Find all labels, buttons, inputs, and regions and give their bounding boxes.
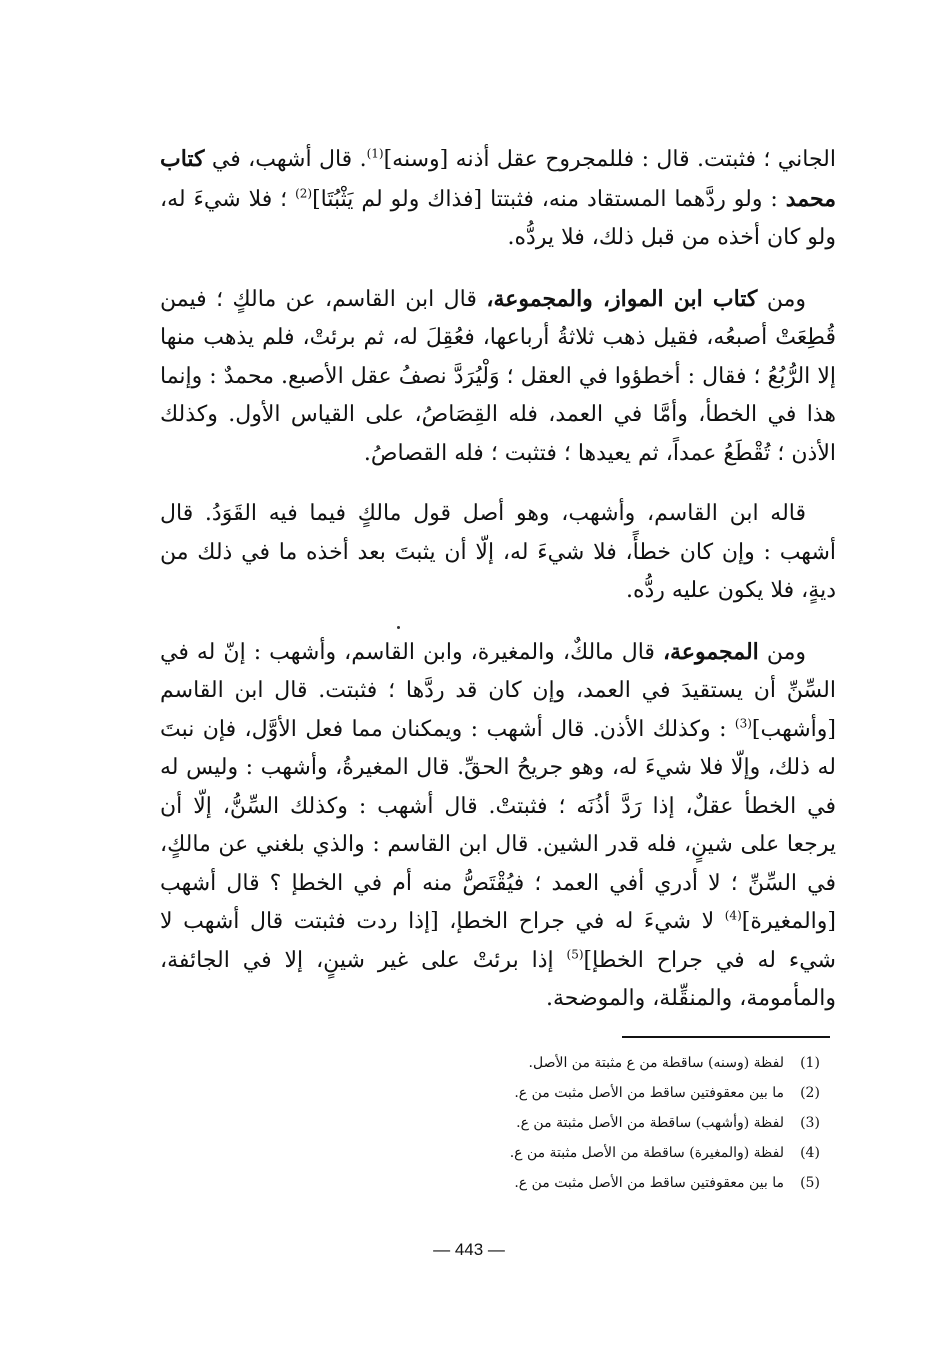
footnote bbox=[360, 1108, 836, 1138]
footnote-number: (4) bbox=[800, 1145, 820, 1161]
footnote-text: ما بين معقوفتين ساقط من الأصل مثبت من ع. bbox=[514, 1175, 784, 1191]
page-number: — 443 — bbox=[433, 1240, 505, 1259]
text-run: ؛ فلا شيءَ له، ولو كان أخذه من قبل ذلك، فلا يردُّه. bbox=[160, 186, 836, 250]
footnote-text: لفظة (وأشهب) ساقطة من الأصل مثبتة من ع. bbox=[516, 1115, 784, 1131]
ink-dot bbox=[397, 626, 400, 629]
text-run: ومن bbox=[757, 286, 806, 312]
footnote bbox=[360, 1168, 836, 1198]
footnote-number: (5) bbox=[800, 1175, 820, 1191]
footnote-number: (3) bbox=[800, 1115, 820, 1131]
paragraph bbox=[160, 280, 836, 474]
footnote-text: ما بين معقوفتين ساقط من الأصل مثبت من ع. bbox=[514, 1085, 784, 1101]
footnote-number: (2) bbox=[800, 1085, 820, 1101]
paragraph bbox=[160, 633, 836, 1019]
main-text bbox=[160, 140, 836, 1041]
text-run: قال ابن القاسم، عن مالكٍ ؛ فيمن قُطِعَتْ أصبعُه، فقيل ذهب ثلاثةُ أرباعها، فعُقِلَ له، ثم برئتْ، فلم يذهب منها إلا الرُّبُعُ ؛ فقال : أخطؤوا في العقل ؛ وَلْيُرَدَّ نصفُ عقل الأصبع. محمدٌ : وإنما هذا في الخطأ، وأمَّا في العمد، فله القِصَاصُ، على القياس الأول. وكذلك الأذن ؛ تُقْطَعُ عمداً، ثم يعيدها ؛ فتثبت ؛ فله القصاصُ. bbox=[160, 286, 836, 466]
footnote-number: (1) bbox=[800, 1055, 820, 1071]
text-run: لا شيءَ له في جراح الخطإ، [إذا ردت فثبتت قال أشهب لا شيء له في جراح الخطإ] bbox=[160, 909, 836, 973]
footnote-reference: (2) bbox=[295, 186, 313, 201]
source-title: المجموعة، bbox=[662, 638, 759, 665]
text-run: قاله ابن القاسم، وأشهب، وهو أصل قول مالكٍ فيما فيه القَوَدُ. قال أشهب : وإن كان خطأً، فلا شيءَ له، إلّا أن يثبتَ بعد أخذه ما في ذلك من ديةٍ، فلا يكون عليه ردُّه. bbox=[160, 501, 836, 603]
footnote-reference: (4) bbox=[724, 908, 742, 923]
text-run: قال مالكٌ، والمغيرة، وابن القاسم، وأشهب : إنّ له في السِّنِّ أن يستقيدَ في العمد، وإن كان قد ردَّها ؛ فثبتت. قال ابن القاسم [وأشهب] bbox=[160, 639, 836, 742]
text-run: : وكذلك الأذن. قال أشهب : ويمكنان مما فعل الأوَّل، فإن نبتَ له ذلك، وإلّا فلا شيءَ له، وهو جريحُ الحقِّ. قال المغيرةُ، وأشهب : وليس له في الخطأ عقلٌ، إذا رَدَّ أذُنَه ؛ فثبتتْ. قال أشهب : وكذلك السِّنُّ، إلّا أن يرجعا على شينٍ، فله قدر الشين. قال ابن القاسم : والذي بلغني عن مالكٍ، في السِّنِّ ؛ لا أدري أفي العمد ؛ فيُقْتَصُّ منه أم في الخطإ ؟ قال أشهب [والمغيرة] bbox=[160, 716, 836, 934]
paragraph bbox=[160, 140, 836, 258]
footnote-text: لفظة (وسنه) ساقطة من ع مثبتة من الأصل. bbox=[528, 1055, 784, 1071]
text-run: ومن bbox=[758, 639, 806, 665]
footnote bbox=[360, 1078, 836, 1108]
source-title: كتاب ابن المواز، والمجموعة، bbox=[486, 285, 758, 312]
footnote-text: لفظة (والمغيرة) ساقطة من الأصل مثبتة من ع. bbox=[509, 1145, 784, 1161]
paragraph bbox=[160, 495, 836, 611]
text-run: إذا برئتْ على غير شينٍ، إلا في الجائفة، والمأمومة، والمنقِّلة، والموضحة. bbox=[160, 947, 836, 1011]
footnote-separator bbox=[622, 1036, 830, 1038]
footnotes bbox=[360, 1048, 836, 1198]
footnote bbox=[360, 1138, 836, 1168]
footnote bbox=[360, 1048, 836, 1078]
footnote-reference: (1) bbox=[366, 146, 384, 161]
text-run: الجاني ؛ فثبتت. قال : فللمجروح عقل أذنه [وسنه] bbox=[383, 147, 836, 172]
footnote-reference: (3) bbox=[734, 716, 752, 731]
footnote-reference: (5) bbox=[566, 947, 584, 962]
source-title: كتاب محمد bbox=[160, 146, 836, 212]
text-run: : ولو ردَّهما المستقاد منه، فثبتتا [فذاك ولو لم يَثْبُتَا] bbox=[312, 186, 786, 212]
text-run: . قال أشهب، في bbox=[204, 147, 367, 172]
